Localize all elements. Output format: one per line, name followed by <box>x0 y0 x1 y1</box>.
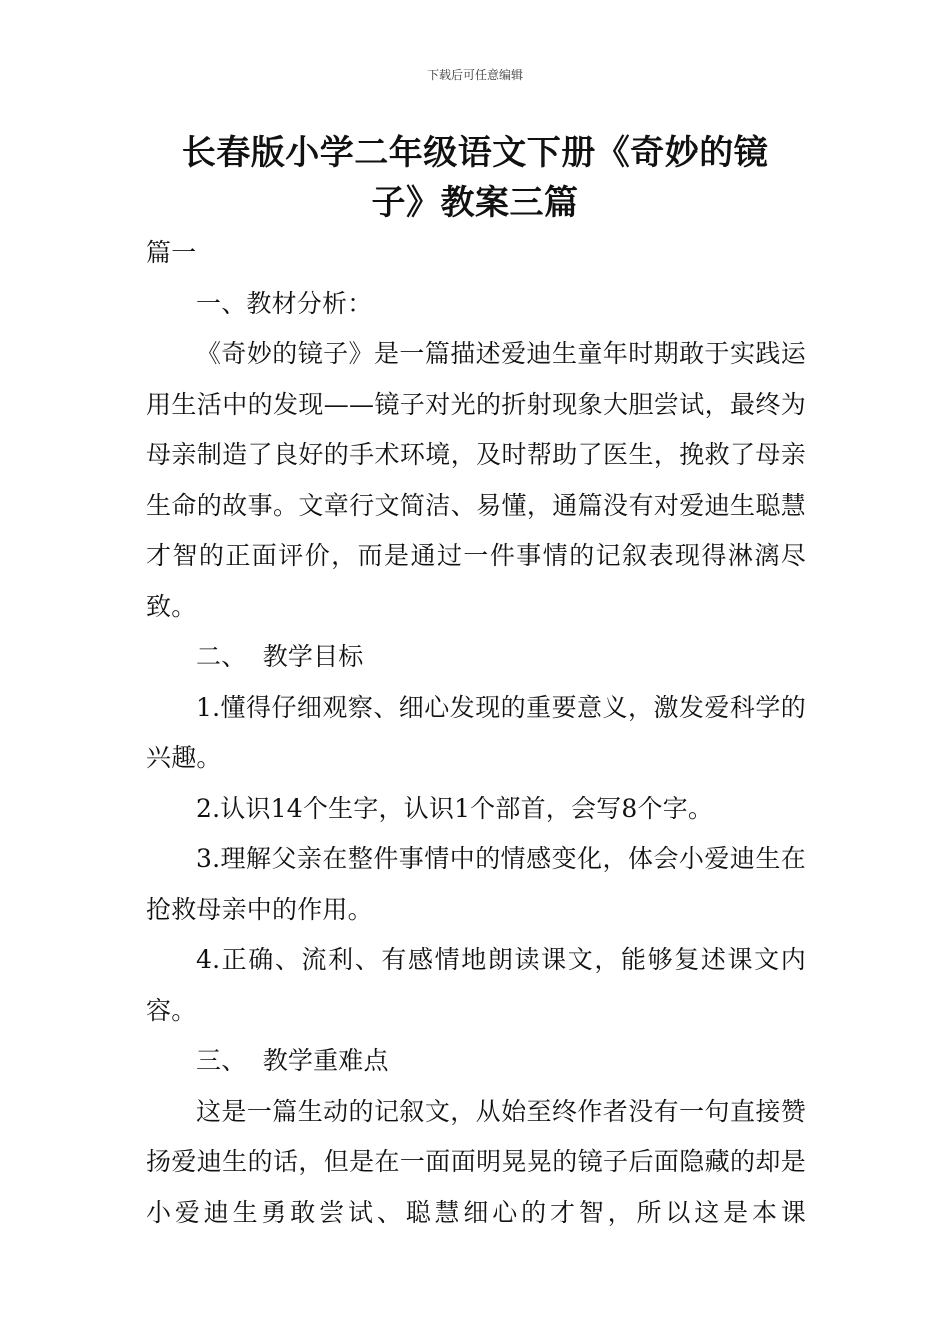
paragraph-key-points: 这是一篇生动的记叙文，从始至终作者没有一句直接赞扬爱迪生的话，但是在一面面明晃晃的镜子后面隐藏的却是小爱迪生勇敢尝试、聪慧细心的才智，所以这是本课 <box>146 1096 806 1227</box>
title-line-1: 长春版小学二年级语文下册《奇妙的镜 <box>181 133 769 173</box>
goal-item: 4.正确、流利、有感情地朗读课文，能够复述课文内容。 <box>146 945 806 1025</box>
goal-item: 2.认识14个生字，认识1个部首，会写8个字。 <box>196 793 714 823</box>
title-line-2: 子》教案三篇 <box>371 183 579 223</box>
part-label: 篇一 <box>146 238 197 267</box>
goal-item: 3.理解父亲在整件事情中的情感变化，体会小爱迪生在抢救母亲中的作用。 <box>146 844 806 924</box>
section-heading-key-points: 三、 教学重难点 <box>196 1046 389 1075</box>
section-heading-materials: 一、教材分析： <box>196 288 373 318</box>
section-heading-goals: 二、 教学目标 <box>196 642 364 671</box>
goal-item: 1.懂得仔细观察、细心发现的重要意义，激发爱科学的兴趣。 <box>146 692 806 772</box>
document-title <box>160 128 790 228</box>
header-note: 下载后可任意编辑 <box>426 68 523 82</box>
paragraph-materials-analysis: 《奇妙的镜子》是一篇描述爱迪生童年时期敢于实践运用生活中的发现——镜子对光的折射现象大胆尝试，最终为母亲制造了良好的手术环境，及时帮助了医生，挽救了母亲生命的故事。文章行文简洁、易懂，通篇没有对爱迪生聪慧才智的正面评价，而是通过一件事情的记叙表现得淋漓尽致。 <box>146 339 806 621</box>
document-body <box>146 228 806 1238</box>
